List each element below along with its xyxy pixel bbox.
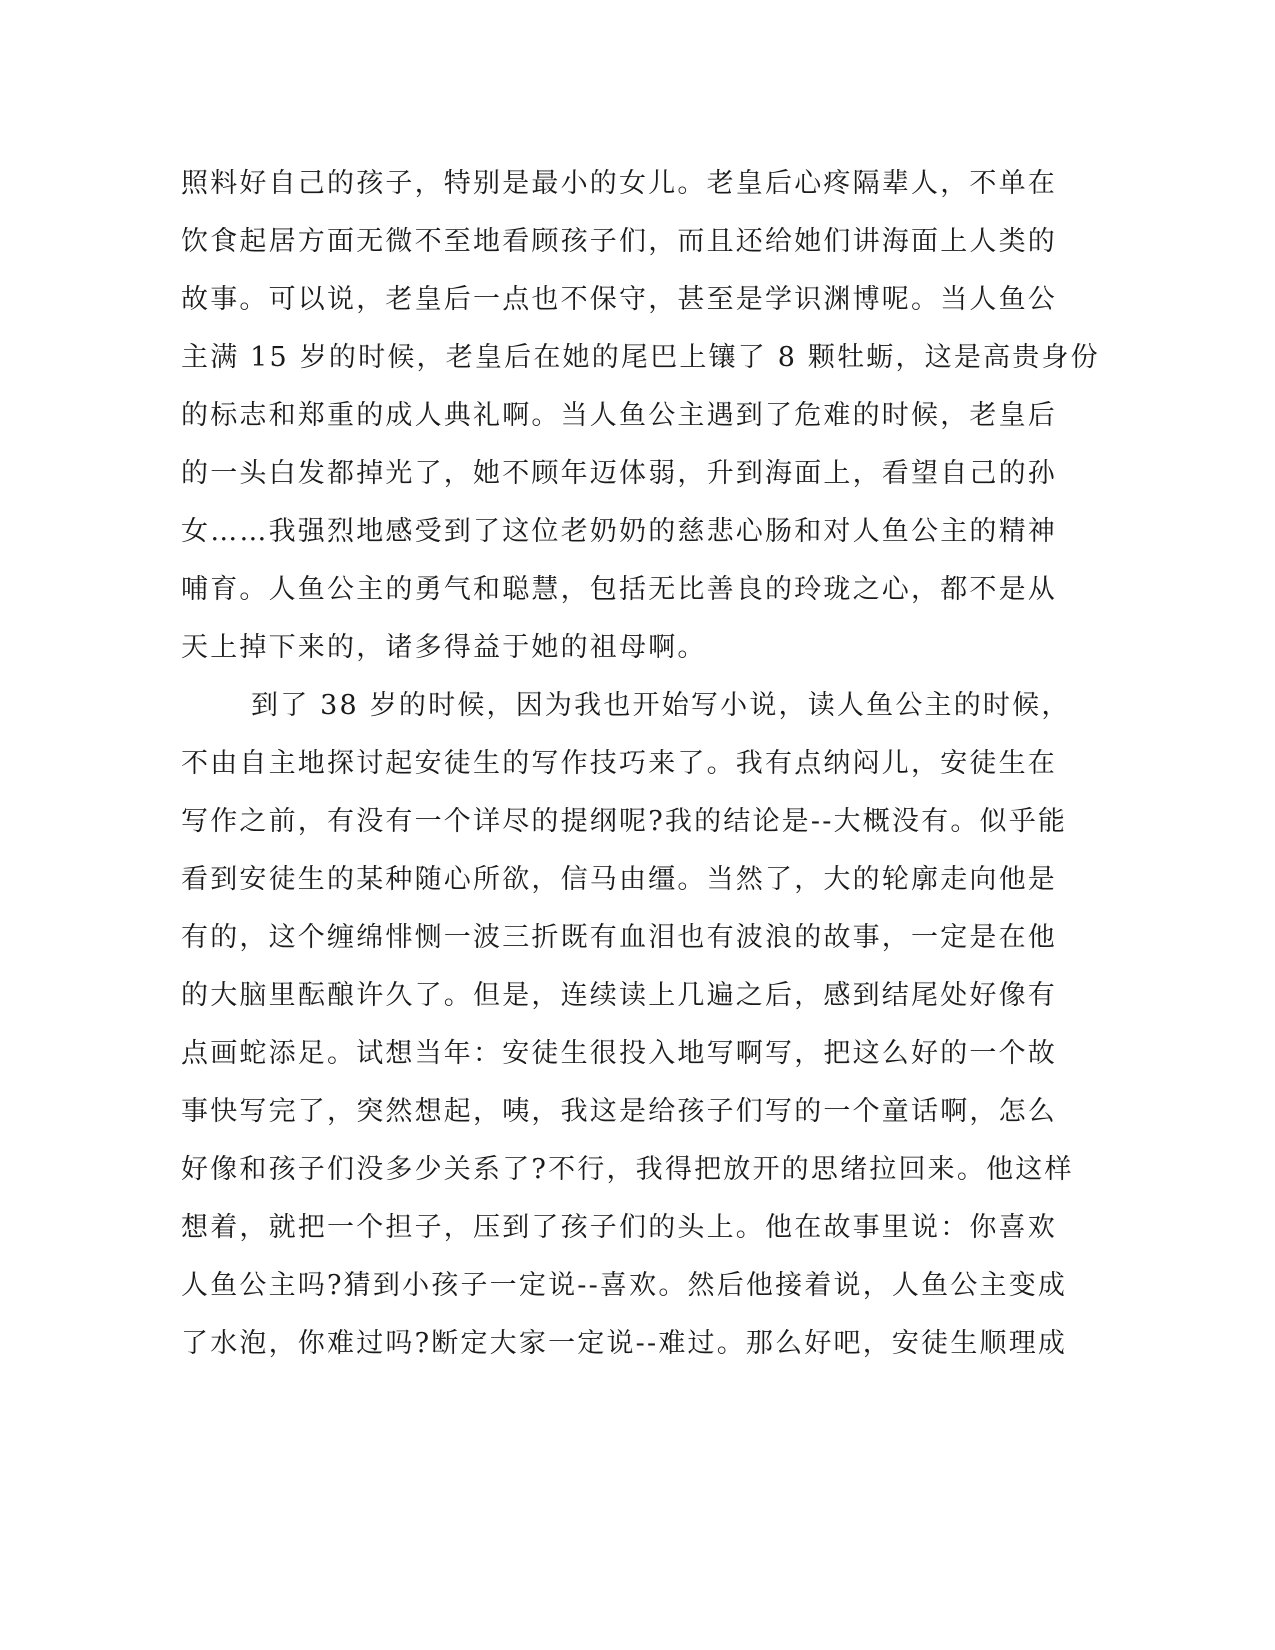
text-line: 不由自主地探讨起安徒生的写作技巧来了。我有点纳闷儿，安徒生在 <box>181 748 1057 779</box>
text-line: 好像和孩子们没多少关系了?不行，我得把放开的思绪拉回来。他这样 <box>181 1154 1074 1185</box>
text-line: 的一头白发都掉光了，她不顾年迈体弱，升到海面上，看望自己的孙 <box>181 458 1057 489</box>
paragraph-start-line: 到了 38 岁的时候，因为我也开始写小说，读人鱼公主的时候， <box>251 690 1071 721</box>
text-line: 饮食起居方面无微不至地看顾孩子们，而且还给她们讲海面上人类的 <box>181 226 1057 257</box>
text-line: 点画蛇添足。试想当年：安徒生很投入地写啊写，把这么好的一个故 <box>181 1038 1057 1069</box>
text-line: 哺育。人鱼公主的勇气和聪慧，包括无比善良的玲珑之心，都不是从 <box>181 574 1057 605</box>
text-line: 女……我强烈地感受到了这位老奶奶的慈悲心肠和对人鱼公主的精神 <box>181 516 1057 547</box>
text-line: 事快写完了，突然想起，咦，我这是给孩子们写的一个童话啊，怎么 <box>181 1096 1057 1127</box>
text-line: 的标志和郑重的成人典礼啊。当人鱼公主遇到了危难的时候，老皇后 <box>181 400 1057 431</box>
body-text <box>181 155 1100 1373</box>
text-line: 人鱼公主吗?猜到小孩子一定说--喜欢。然后他接着说，人鱼公主变成 <box>181 1270 1068 1301</box>
text-line: 故事。可以说，老皇后一点也不保守，甚至是学识渊博呢。当人鱼公 <box>181 284 1057 315</box>
text-line: 写作之前，有没有一个详尽的提纲呢?我的结论是--大概没有。似乎能 <box>181 806 1068 837</box>
text-line: 想着，就把一个担子，压到了孩子们的头上。他在故事里说：你喜欢 <box>181 1212 1057 1243</box>
text-line: 照料好自己的孩子，特别是最小的女儿。老皇后心疼隔辈人，不单在 <box>181 168 1057 199</box>
text-line: 主满 15 岁的时候，老皇后在她的尾巴上镶了 8 颗牡蛎，这是高贵身份 <box>181 342 1100 373</box>
text-line: 有的，这个缠绵悱恻一波三折既有血泪也有波浪的故事，一定是在他 <box>181 922 1057 953</box>
paragraph-end-line: 天上掉下来的，诸多得益于她的祖母啊。 <box>181 632 707 663</box>
text-line: 的大脑里酝酿许久了。但是，连续读上几遍之后，感到结尾处好像有 <box>181 980 1057 1011</box>
text-line: 了水泡，你难过吗?断定大家一定说--难过。那么好吧，安徒生顺理成 <box>181 1328 1068 1359</box>
text-line: 看到安徒生的某种随心所欲，信马由缰。当然了，大的轮廓走向他是 <box>181 864 1057 895</box>
